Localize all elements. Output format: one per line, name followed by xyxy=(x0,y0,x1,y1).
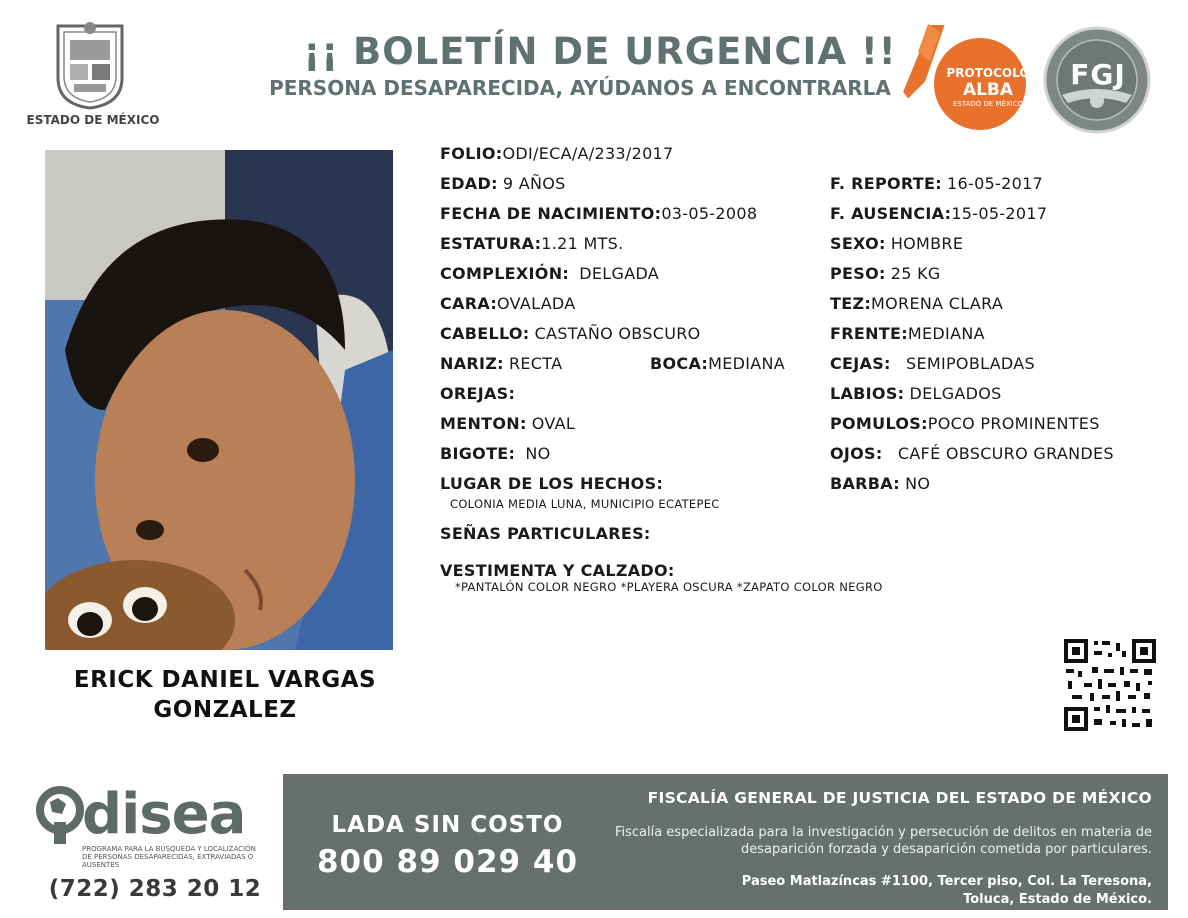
alba-name-text: ALBA xyxy=(962,80,1014,100)
cara-value: OVALADA xyxy=(497,294,576,313)
bigote-value: NO xyxy=(525,444,551,463)
pomulos-value: POCO PROMINENTES xyxy=(927,414,1100,433)
field-bigote xyxy=(440,444,551,464)
cabello-value: CASTAÑO OBSCURO xyxy=(534,324,701,343)
sexo-label: SEXO: xyxy=(830,234,886,253)
odisea-phone[interactable]: (722) 283 20 12 xyxy=(48,876,262,902)
alba-estado-text: ESTADO DE MÉXICO xyxy=(952,100,1024,108)
edad-value: 9 AÑOS xyxy=(502,174,566,193)
bulletin-title: ¡¡ BOLETÍN DE URGENCIA !! xyxy=(303,30,897,73)
field-estatura xyxy=(440,234,624,254)
name-line-1: ERICK DANIEL VARGAS xyxy=(73,667,377,693)
bigote-label: BIGOTE: xyxy=(440,444,516,463)
estado-de-mexico-label: ESTADO DE MÉXICO xyxy=(26,113,160,127)
sexo-value: HOMBRE xyxy=(890,234,964,253)
ausencia-value: 15-05-2017 xyxy=(951,204,1048,223)
field-complexion xyxy=(440,264,659,284)
field-pomulos xyxy=(830,414,1100,434)
ojos-label: OJOS: xyxy=(830,444,883,463)
nariz-value: RECTA xyxy=(508,354,563,373)
odisea-wordmark: disea xyxy=(82,782,246,847)
odisea-program-text: PROGRAMA PARA LA BÚSQUEDA Y LOCALIZACIÓN DE PERSONAS DESAPARECIDAS, EXTRAVIADAS O AUSENTES xyxy=(82,845,256,869)
frente-value: MEDIANA xyxy=(907,324,985,343)
cejas-value: SEMIPOBLADAS xyxy=(906,354,1035,373)
field-menton xyxy=(440,414,575,434)
toll-free-number[interactable]: 800 89 029 40 xyxy=(316,844,579,880)
menton-value: OVAL xyxy=(531,414,576,433)
nacimiento-value: 03-05-2008 xyxy=(661,204,758,223)
name-line-2: GONZALEZ xyxy=(153,697,297,723)
pomulos-label: POMULOS: xyxy=(830,414,928,433)
reporte-label: F. REPORTE: xyxy=(830,174,942,193)
cejas-label: CEJAS: xyxy=(830,354,891,373)
labios-label: LABIOS: xyxy=(830,384,905,403)
estatura-label: ESTATURA: xyxy=(440,234,542,253)
vestimenta-label: VESTIMENTA Y CALZADO: xyxy=(440,561,675,580)
menton-label: MENTON: xyxy=(440,414,527,433)
field-boca xyxy=(650,354,785,374)
reporte-value: 16-05-2017 xyxy=(947,174,1044,193)
folio-label: FOLIO: xyxy=(440,144,503,163)
field-frente xyxy=(830,324,985,344)
field-edad xyxy=(440,174,566,194)
field-labios xyxy=(830,384,1002,404)
address-line-2: Toluca, Estado de México. xyxy=(963,892,1152,907)
tez-label: TEZ: xyxy=(830,294,872,313)
field-cabello xyxy=(440,324,701,344)
orejas-label: OREJAS: xyxy=(440,384,516,403)
peso-label: PESO: xyxy=(830,264,886,283)
ausencia-label: F. AUSENCIA: xyxy=(830,204,952,223)
barba-label: BARBA: xyxy=(830,474,900,493)
field-fecha-nacimiento xyxy=(440,204,757,224)
field-sexo xyxy=(830,234,963,254)
missing-person-photo xyxy=(45,150,393,650)
field-ojos xyxy=(830,444,1114,464)
field-lugar-hechos xyxy=(440,474,663,494)
field-cara xyxy=(440,294,576,314)
peso-value: 25 KG xyxy=(890,264,941,283)
barba-value: NO xyxy=(905,474,931,493)
field-folio xyxy=(440,144,674,164)
edad-label: EDAD: xyxy=(440,174,498,193)
field-peso xyxy=(830,264,941,284)
field-barba xyxy=(830,474,930,494)
tez-value: MORENA CLARA xyxy=(871,294,1004,313)
field-senas-particulares xyxy=(440,524,651,544)
bulletin-subtitle: PERSONA DESAPARECIDA, AYÚDANOS A ENCONTRARLA xyxy=(269,76,891,100)
folio-value: ODI/ECA/A/233/2017 xyxy=(502,144,674,163)
fiscalia-address xyxy=(600,873,1152,909)
lada-sin-costo-label: LADA SIN COSTO xyxy=(331,812,564,838)
nariz-label: NARIZ: xyxy=(440,354,504,373)
cara-label: CARA: xyxy=(440,294,498,313)
field-fecha-ausencia xyxy=(830,204,1047,224)
frente-label: FRENTE: xyxy=(830,324,908,343)
ojos-value: CAFÉ OBSCURO GRANDES xyxy=(897,444,1114,463)
odisea-logo-icon xyxy=(36,786,84,846)
complexion-label: COMPLEXIÓN: xyxy=(440,264,570,283)
qr-code[interactable] xyxy=(1064,639,1156,731)
boca-label: BOCA: xyxy=(650,354,709,373)
vestimenta-value: *PANTALÓN COLOR NEGRO *PLAYERA OSCURA *ZAPATO COLOR NEGRO xyxy=(455,580,883,594)
field-cejas xyxy=(830,354,1035,374)
field-fecha-reporte xyxy=(830,174,1043,194)
estatura-value: 1.21 MTS. xyxy=(541,234,624,253)
labios-value: DELGADOS xyxy=(909,384,1002,403)
estado-de-mexico-seal xyxy=(50,18,130,110)
fiscalia-title: FISCALÍA GENERAL DE JUSTICIA DEL ESTADO DE MÉXICO xyxy=(647,789,1152,807)
senas-label: SEÑAS PARTICULARES: xyxy=(440,524,651,543)
nacimiento-label: FECHA DE NACIMIENTO: xyxy=(440,204,662,223)
lugar-value: COLONIA MEDIA LUNA, MUNICIPIO ECATEPEC xyxy=(450,497,720,511)
lugar-label: LUGAR DE LOS HECHOS: xyxy=(440,474,664,493)
alba-protocolo-text: PROTOCOLO xyxy=(946,66,1030,80)
missing-person-name xyxy=(40,665,410,725)
boca-value: MEDIANA xyxy=(708,354,786,373)
field-vestimenta xyxy=(440,561,675,581)
fgj-label: FGJ xyxy=(1070,58,1126,91)
field-orejas xyxy=(440,384,515,404)
complexion-value: DELGADA xyxy=(579,264,660,283)
field-tez xyxy=(830,294,1003,314)
cabello-label: CABELLO: xyxy=(440,324,530,343)
field-nariz xyxy=(440,354,562,374)
fiscalia-description: Fiscalía especializada para la investigación y persecución de delitos en materia de desaparición forzada y desaparición cometida por particulares. xyxy=(614,825,1152,857)
address-line-1: Paseo Matlazíncas #1100, Tercer piso, Col. La Teresona, xyxy=(741,874,1152,889)
